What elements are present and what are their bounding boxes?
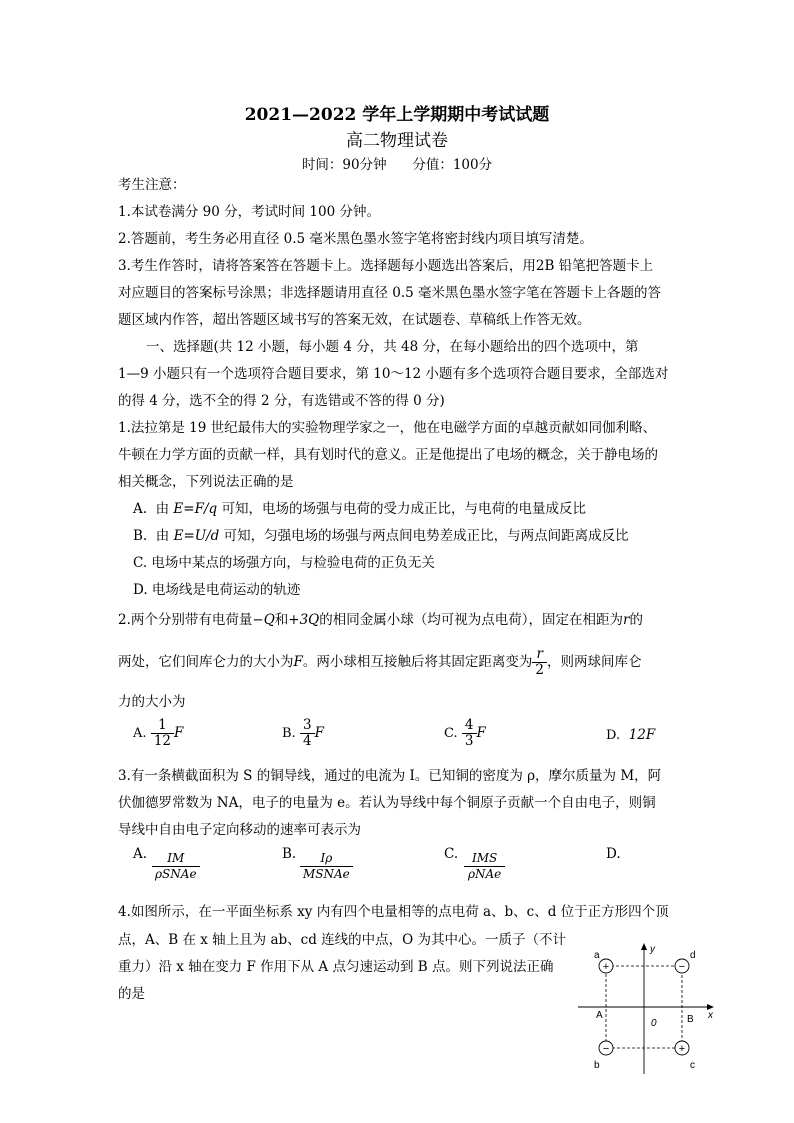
charge-b-sign: − xyxy=(602,1043,610,1055)
fraction-denominator: 12 xyxy=(153,733,172,749)
label-y: y xyxy=(650,944,655,955)
q3-option-b-label: B. xyxy=(282,846,297,862)
q2-text: 两处，它们间库仑力的大小为 xyxy=(118,654,294,670)
label-A: A xyxy=(596,1010,603,1021)
option-value: 12F xyxy=(628,727,656,743)
q2-line-3: 力的大小为 xyxy=(118,694,186,710)
q1-option-b-pre: B. 由 xyxy=(133,528,174,544)
q3-option-a-fraction xyxy=(152,851,200,882)
fraction-numerator: 4 xyxy=(462,718,477,734)
q1-option-a xyxy=(133,497,586,517)
q2-option-a xyxy=(133,718,183,749)
label-a: a xyxy=(594,950,600,961)
q2-text: 的相同金属小球（均可视为点电荷），固定在相距为 xyxy=(319,612,624,628)
charge-c xyxy=(675,1041,689,1055)
q2-text: 。两小球相互接触后将其固定距离变为 xyxy=(302,654,533,670)
section1-line-3: 的得 4 分，选不全的得 2 分，有选错或不答的得 0 分) xyxy=(118,393,445,409)
fraction-denominator: 3 xyxy=(464,733,474,749)
fraction-numerator: IM xyxy=(152,851,200,867)
q2-option-c xyxy=(444,718,486,749)
q2-text: ，则两球间库仑 xyxy=(546,654,642,670)
q1-option-a-text: 可知，电场的场强与电荷的受力成正比，与电荷的电量成反比 xyxy=(217,501,586,517)
q2-option-b-fraction xyxy=(300,718,315,749)
q4-line-4: 的是 xyxy=(118,986,145,1002)
charge-b xyxy=(599,1041,613,1055)
fraction-numerator: 3 xyxy=(300,718,315,734)
q2-charge-1: −Q xyxy=(252,612,275,628)
section1-line-2: 1—9 小题只有一个选项符合题目要求，第 10～12 小题有多个选项符合题目要求，全部选对 xyxy=(118,366,669,382)
q3-line-3: 导线中自由电子定向移动的速率可表示为 xyxy=(118,822,361,838)
notice-item-3-line-3: 题区域内作答，超出答题区域书写的答案无效，在试题卷、草稿纸上作答无效。 xyxy=(118,312,591,328)
q2-fraction-r-over-2 xyxy=(532,647,547,678)
q2-text: 和+ xyxy=(274,612,300,628)
option-label: A. xyxy=(133,726,147,741)
charge-d-sign: − xyxy=(678,961,686,973)
y-axis-arrow xyxy=(641,943,647,950)
label-B: B xyxy=(687,1014,694,1025)
label-c: c xyxy=(690,1060,695,1071)
q2-charge-2: 3Q xyxy=(299,612,320,628)
q1-line-3: 相关概念，下列说法正确的是 xyxy=(118,474,294,490)
label-x: x xyxy=(708,1010,713,1021)
q1-option-d: D. 电场线是电荷运动的轨迹 xyxy=(133,582,301,598)
q1-line-2: 牛顿在力学方面的贡献一样，具有划时代的意义。正是他提出了电场的概念，关于静电场的 xyxy=(118,447,658,463)
notice-item-1: 1.本试卷满分 90 分，考试时间 100 分钟。 xyxy=(118,204,380,220)
option-variable: F xyxy=(314,725,324,741)
q3-line-2: 伏伽德罗常数为 NA，电子的电量为 e。若认为导线中每个铜原子贡献一个自由电子，则铜 xyxy=(118,795,656,811)
q3-option-d-label: D. xyxy=(606,846,621,862)
label-O: 0 xyxy=(651,1018,657,1029)
notice-item-3-line-2: 对应题目的答案标号涂黑；非选择题请用直径 0.5 毫米黑色墨水签字笔在答题卡上各题的答 xyxy=(118,285,662,301)
q2-text: 的 xyxy=(629,612,643,628)
q4-line-3: 重力）沿 x 轴在变力 F 作用下从 A 点匀速运动到 B 点。则下列说法正确 xyxy=(118,959,554,975)
charge-c-sign: + xyxy=(678,1043,686,1055)
option-variable: F xyxy=(174,725,184,741)
notice-item-2: 2.答题前，考生务必用直径 0.5 毫米黑色墨水签字笔将密封线内项目填写清楚。 xyxy=(118,231,593,247)
q1-option-c: C. 电场中某点的场强方向，与检验电荷的正负无关 xyxy=(133,555,435,571)
charge-square-diagram xyxy=(574,938,724,1078)
charge-a-sign: + xyxy=(602,961,610,973)
q1-option-b-text: 可知，匀强电场的场强与两点间电势差成正比，与两点间距离成反比 xyxy=(219,528,629,544)
fraction-denominator: ρSNAe xyxy=(155,867,197,881)
option-variable: F xyxy=(476,725,486,741)
q1-option-a-formula: E=F/q xyxy=(173,501,218,517)
fraction-numerator: 1 xyxy=(151,718,174,734)
label-b: b xyxy=(594,1060,600,1071)
q2-distance-r: r xyxy=(623,612,630,628)
q2-option-d xyxy=(606,727,655,743)
fraction-numerator: Iρ xyxy=(300,851,353,867)
q1-line-1: 1.法拉第是 19 世纪最伟大的实验物理学家之一，他在电磁学方面的卓越贡献如同伽利略、 xyxy=(118,420,657,436)
option-label: C. xyxy=(444,726,458,741)
q1-option-b-formula: E=U/d xyxy=(173,528,220,544)
fraction-denominator: ρNAe xyxy=(467,867,502,881)
q3-option-a-label: A. xyxy=(133,846,148,862)
q1-option-b xyxy=(133,524,629,544)
q2-option-a-fraction xyxy=(151,718,174,749)
fraction-denominator: 2 xyxy=(535,662,544,678)
charge-d xyxy=(675,959,689,973)
section1-line-1: 一、选择题(共 12 小题，每小题 4 分，共 48 分，在每小题给出的四个选项中，第 xyxy=(146,339,639,355)
q3-option-c-fraction xyxy=(464,851,505,882)
charge-a xyxy=(599,959,613,973)
q3-option-c-label: C. xyxy=(444,846,459,862)
q3-line-1: 3.有一条横截面积为 S 的铜导线，通过的电流为 I。已知铜的密度为 ρ，摩尔质量为 M，阿 xyxy=(118,768,662,784)
exam-title: 2021—2022 学年上学期期中考试试题 xyxy=(244,105,550,125)
q2-text: 2.两个分别带有电荷量 xyxy=(118,612,253,628)
option-label: B. xyxy=(282,726,296,741)
q2-force-F: F xyxy=(293,654,303,670)
q4-line-1: 4.如图所示，在一平面坐标系 xy 内有四个电量相等的点电荷 a、b、c、d 位于正方形四个顶 xyxy=(118,904,669,920)
fraction-numerator: r xyxy=(532,647,547,663)
option-label: D. xyxy=(606,728,621,743)
q2-option-c-fraction xyxy=(462,718,477,749)
q1-option-a-pre: A. 由 xyxy=(133,501,174,517)
q2-line-1 xyxy=(118,608,643,628)
fraction-denominator: MSNAe xyxy=(303,867,350,881)
fraction-numerator: IMS xyxy=(464,851,505,867)
q2-line-2 xyxy=(118,640,641,684)
exam-subtitle: 高二物理试卷 xyxy=(346,131,448,151)
notice-item-3-line-1: 3.考生作答时，请将答案答在答题卡上。选择题每小题选出答案后，用2B 铅笔把答题卡上 xyxy=(118,258,654,274)
q3-option-b-fraction xyxy=(300,851,353,882)
fraction-denominator: 4 xyxy=(302,733,312,749)
notice-heading: 考生注意： xyxy=(118,177,186,193)
q2-option-b xyxy=(282,718,324,749)
q4-line-2: 点，A、B 在 x 轴上且为 ab、cd 连线的中点，O 为其中心。一质子（不计 xyxy=(118,932,566,948)
label-d: d xyxy=(690,950,696,961)
time-score: 时间：90分钟 分值：100分 xyxy=(301,157,493,173)
